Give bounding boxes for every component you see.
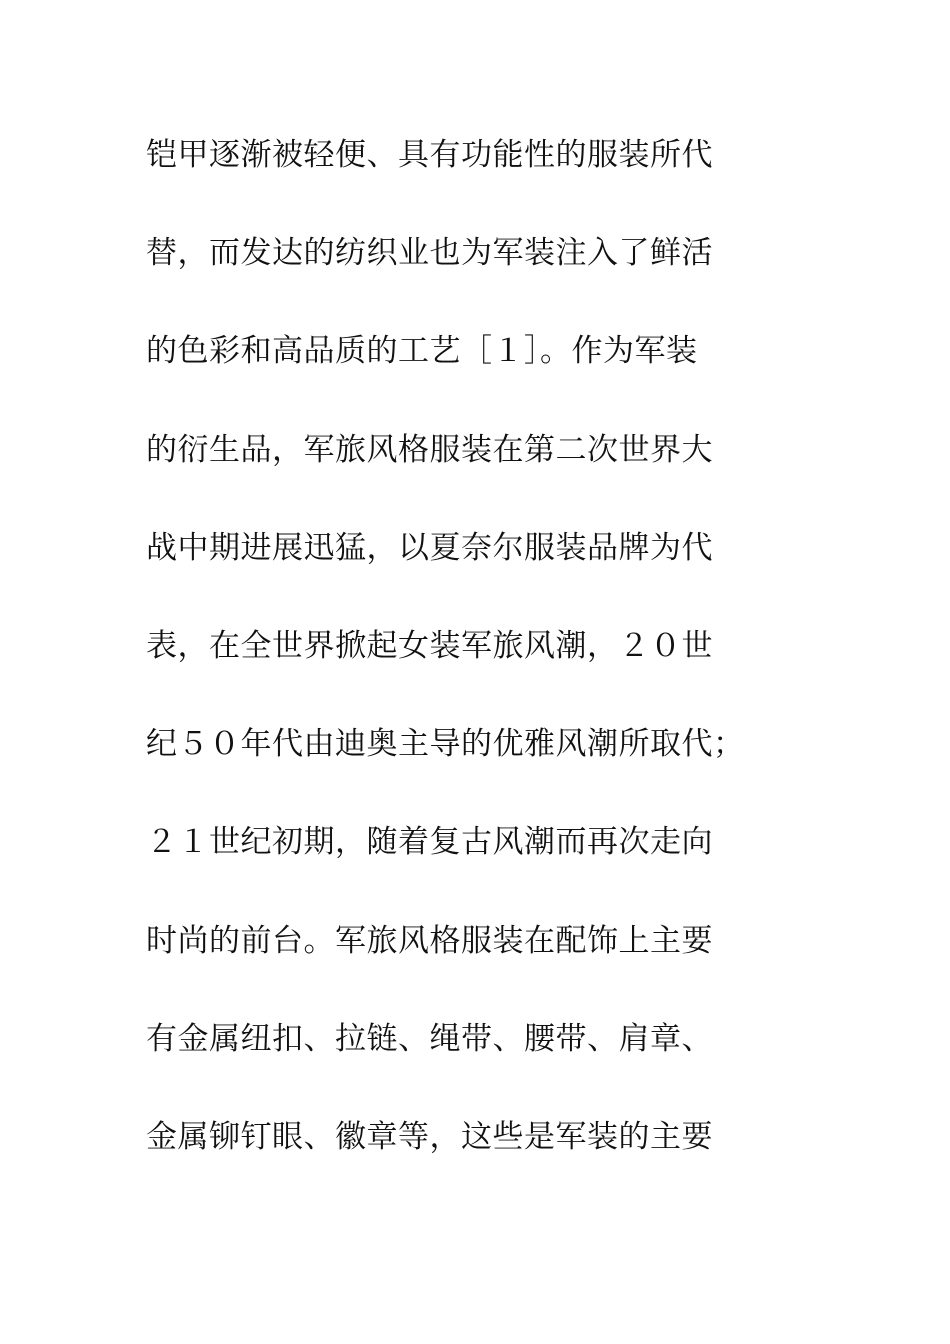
text-line: 战中期进展迅猛，以夏奈尔服装品牌为代 xyxy=(146,529,713,566)
text-line: 替，而发达的纺织业也为军装注入了鲜活 xyxy=(146,235,713,272)
text-line: 铠甲逐渐被轻便、具有功能性的服装所代 xyxy=(146,137,713,173)
text-line: 有金属纽扣、拉链、绳带、腰带、肩章、 xyxy=(146,1020,713,1057)
body-paragraph xyxy=(146,126,826,1206)
text-line: 时尚的前台。军旅风格服装在配饰上主要 xyxy=(146,922,713,959)
text-line: 金属铆钉眼、徽章等，这些是军装的主要 xyxy=(146,1118,713,1155)
text-line: 表，在全世界掀起女装军旅风潮，２０世 xyxy=(146,627,713,664)
text-line: ２１世纪初期，随着复古风潮而再次走向 xyxy=(146,824,713,861)
text-line: 纪５０年代由迪奥主导的优雅风潮所取代； xyxy=(146,726,745,763)
text-line: 的色彩和高品质的工艺［１］。作为军装 xyxy=(146,333,698,370)
text-line: 的衍生品，军旅风格服装在第二次世界大 xyxy=(146,431,713,468)
